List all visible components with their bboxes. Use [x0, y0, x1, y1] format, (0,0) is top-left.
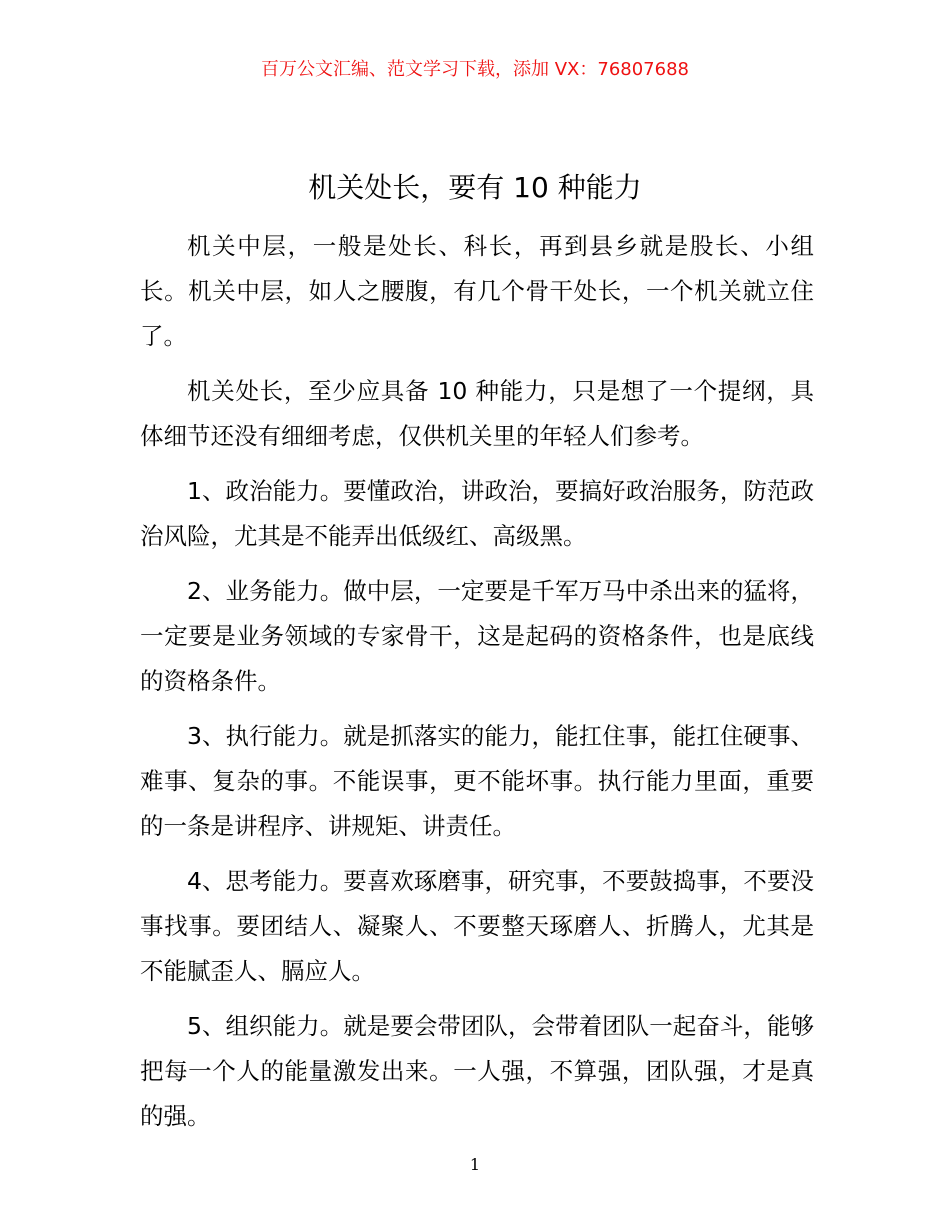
paragraph-ability-2: 2、业务能力。做中层，一定要是千军万马中杀出来的猛将，一定要是业务领域的专家骨干，这是起码的资格条件，也是底线的资格条件。 [140, 577, 814, 695]
paragraph-ability-4: 4、思考能力。要喜欢琢磨事，研究事，不要鼓捣事，不要没事找事。要团结人、凝聚人、不要整天琢磨人、折腾人，尤其是不能腻歪人、膈应人。 [140, 867, 814, 985]
document-body [140, 224, 814, 1149]
document-title: 机关处长，要有 10 种能力 [308, 171, 642, 204]
paragraph-ability-5: 5、组织能力。就是要会带团队，会带着团队一起奋斗，能够把每一个人的能量激发出来。一人强，不算强，团队强，才是真的强。 [140, 1012, 814, 1130]
header-promo-note: 百万公文汇编、范文学习下载，添加 VX：76807688 [261, 59, 689, 80]
paragraph-ability-3: 3、执行能力。就是抓落实的能力，能扛住事，能扛住硬事、难事、复杂的事。不能误事，更不能坏事。执行能力里面，重要的一条是讲程序、讲规矩、讲责任。 [140, 722, 814, 840]
page-number: 1 [469, 1155, 481, 1174]
paragraph-intro: 机关中层，一般是处长、科长，再到县乡就是股长、小组长。机关中层，如人之腰腹，有几个骨干处长，一个机关就立住了。 [140, 232, 814, 350]
paragraph-outline: 机关处长，至少应具备 10 种能力，只是想了一个提纲，具体细节还没有细细考虑，仅供机关里的年轻人们参考。 [140, 377, 814, 450]
paragraph-ability-1: 1、政治能力。要懂政治，讲政治，要搞好政治服务，防范政治风险，尤其是不能弄出低级红、高级黑。 [140, 477, 814, 550]
